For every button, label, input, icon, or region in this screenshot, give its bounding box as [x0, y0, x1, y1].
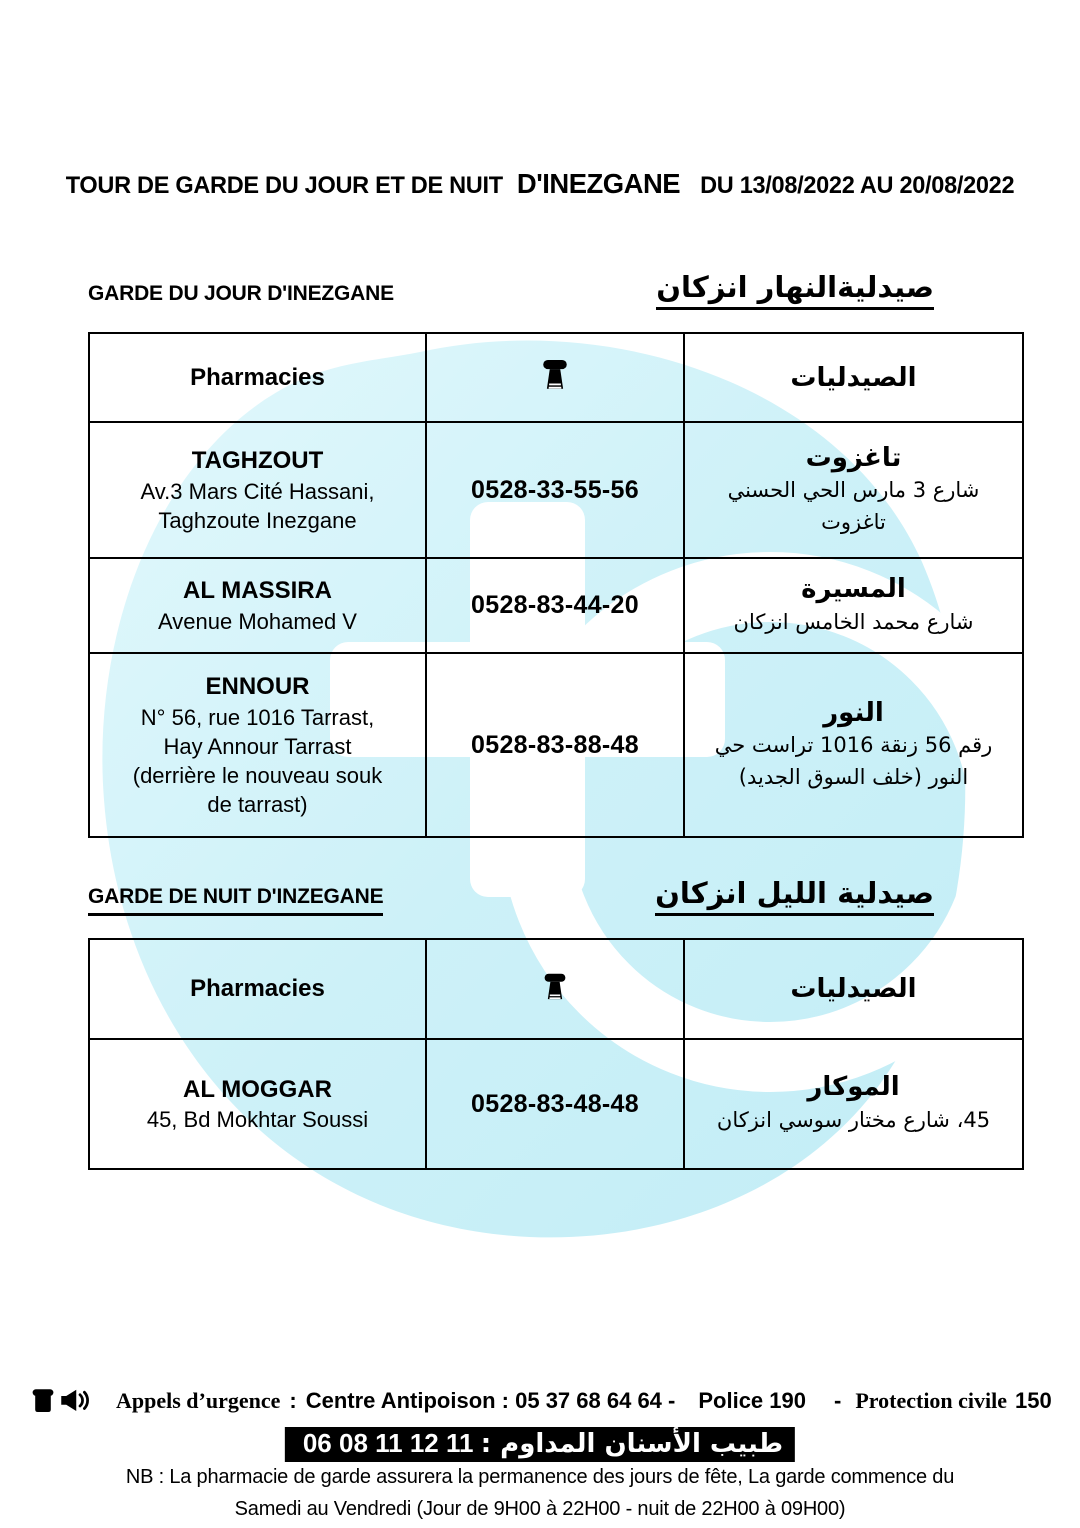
page-title — [11, 168, 1069, 200]
pharmacy-name: AL MOGGAR — [183, 1075, 332, 1103]
day-table-header-row — [89, 333, 1023, 422]
title-prefix: TOUR DE GARDE DU JOUR ET DE NUIT — [65, 172, 503, 199]
day-duty-table — [88, 332, 1024, 838]
pharmacy-address-ar-line: رقم 56 زنقة 1016 تراست حي — [714, 733, 993, 758]
day-header-pharmacies-ar: الصيدليات — [684, 333, 1023, 422]
pharmacy-name: TAGHZOUT — [191, 447, 324, 475]
dentist-on-duty-bar — [285, 1427, 795, 1462]
pharmacy-address-ar-line: النور (خلف السوق الجديد) — [738, 764, 969, 789]
night-table-header-row — [89, 939, 1023, 1039]
pharmacy-name-ar: المسيرة — [801, 573, 906, 604]
night-duty-table — [88, 938, 1024, 1170]
telephone-icon — [541, 972, 569, 1002]
night-header-pharmacies-ar: الصيدليات — [684, 939, 1023, 1039]
pharmacy-ar-cell — [684, 422, 1023, 558]
table-row — [89, 1039, 1023, 1169]
emergency-colon: : — [289, 1388, 297, 1413]
protection-civile-number: 150 — [1015, 1388, 1052, 1413]
pharmacy-address-ar-line: 45، شارع مختار سوسي انزكان — [716, 1108, 991, 1133]
pharmacy-phone: 0528-83-88-48 — [426, 653, 684, 837]
pharmacy-fr-cell — [89, 558, 426, 653]
day-heading-fr: GARDE DU JOUR D'INEZGANE — [88, 281, 394, 305]
protection-civile-label: Protection civile — [855, 1388, 1008, 1413]
telephone-icon — [539, 358, 571, 392]
pharmacy-name-ar: النور — [823, 697, 884, 728]
pharmacy-ar-cell — [684, 558, 1023, 653]
pharmacy-phone: 0528-83-44-20 — [426, 558, 684, 653]
police-number: Police 190 — [698, 1388, 806, 1413]
pharmacy-address-line: 45, Bd Mokhtar Soussi — [146, 1107, 369, 1133]
dentist-number: 06 08 11 12 11 — [302, 1428, 474, 1458]
antipoison-number: Centre Antipoison : 05 37 68 64 64 - — [305, 1388, 676, 1413]
title-city: D'INEZGANE — [516, 168, 681, 199]
nb-note-line1: NB : La pharmacie de garde assurera la permanence des jours de fête, La garde commence du — [125, 1466, 955, 1488]
megaphone-icon — [60, 1388, 90, 1414]
night-header-phone-cell — [426, 939, 684, 1039]
day-section-heading — [88, 272, 1022, 310]
pharmacy-phone: 0528-33-55-56 — [426, 422, 684, 558]
table-row — [89, 558, 1023, 653]
pharmacy-address-ar-line: شارع 3 مارس الحي الحسني — [727, 478, 980, 503]
pharmacy-address-line: N° 56, rue 1016 Tarrast, — [140, 704, 375, 730]
pharmacy-fr-cell — [89, 422, 426, 558]
title-dates: DU 13/08/2022 AU 20/08/2022 — [700, 172, 1015, 199]
pharmacy-name: ENNOUR — [205, 673, 310, 701]
pharmacy-address-ar-line: تاغزوت — [821, 509, 886, 534]
day-header-phone-cell — [426, 333, 684, 422]
pharmacy-name: AL MASSIRA — [183, 577, 332, 605]
nb-note-line2: Samedi au Vendredi (Jour de 9H00 à 22H00 - nuit de 22H00 à 09H00) — [234, 1498, 846, 1520]
pharmacy-address-line: Hay Annour Tarrast — [163, 733, 352, 759]
pharmacy-address-ar-line: شارع محمد الخامس انزكان — [733, 609, 974, 634]
night-heading-ar: صيدلية الليل انزكان — [655, 878, 934, 916]
emergency-icons — [30, 1388, 90, 1414]
day-header-pharmacies: Pharmacies — [89, 333, 426, 422]
pharmacy-ar-cell — [684, 653, 1023, 837]
pharmacy-name-ar: الموكار — [807, 1072, 900, 1103]
emergency-label: Appels d’urgence — [116, 1388, 281, 1413]
dentist-label: طبيب الأسنان المداوم : — [480, 1429, 784, 1459]
night-heading-fr: GARDE DE NUIT D'INZEGANE — [88, 885, 383, 916]
pharmacy-address-line: Taghzoute Inezgane — [158, 507, 357, 533]
separator-dash: - — [834, 1388, 842, 1413]
pharmacy-ar-cell — [684, 1039, 1023, 1169]
night-section-heading — [88, 878, 1022, 916]
emergency-numbers-line — [30, 1388, 1052, 1414]
pharmacy-address-line: Av.3 Mars Cité Hassani, — [140, 478, 375, 504]
table-row — [89, 653, 1023, 837]
pharmacy-fr-cell — [89, 653, 426, 837]
pharmacy-address-line: Avenue Mohamed V — [158, 608, 357, 634]
pharmacy-address-line: de tarrast) — [207, 791, 308, 817]
table-row — [89, 422, 1023, 558]
pharmacy-phone: 0528-83-48-48 — [426, 1039, 684, 1169]
pharmacy-fr-cell — [89, 1039, 426, 1169]
night-header-pharmacies: Pharmacies — [89, 939, 426, 1039]
telephone-icon — [30, 1388, 56, 1414]
day-heading-ar: صيدليةالنهار انزكان — [656, 272, 934, 310]
pharmacy-address-line: (derrière le nouveau souk — [132, 762, 383, 788]
pharmacy-name-ar: تاغزوت — [805, 442, 902, 473]
